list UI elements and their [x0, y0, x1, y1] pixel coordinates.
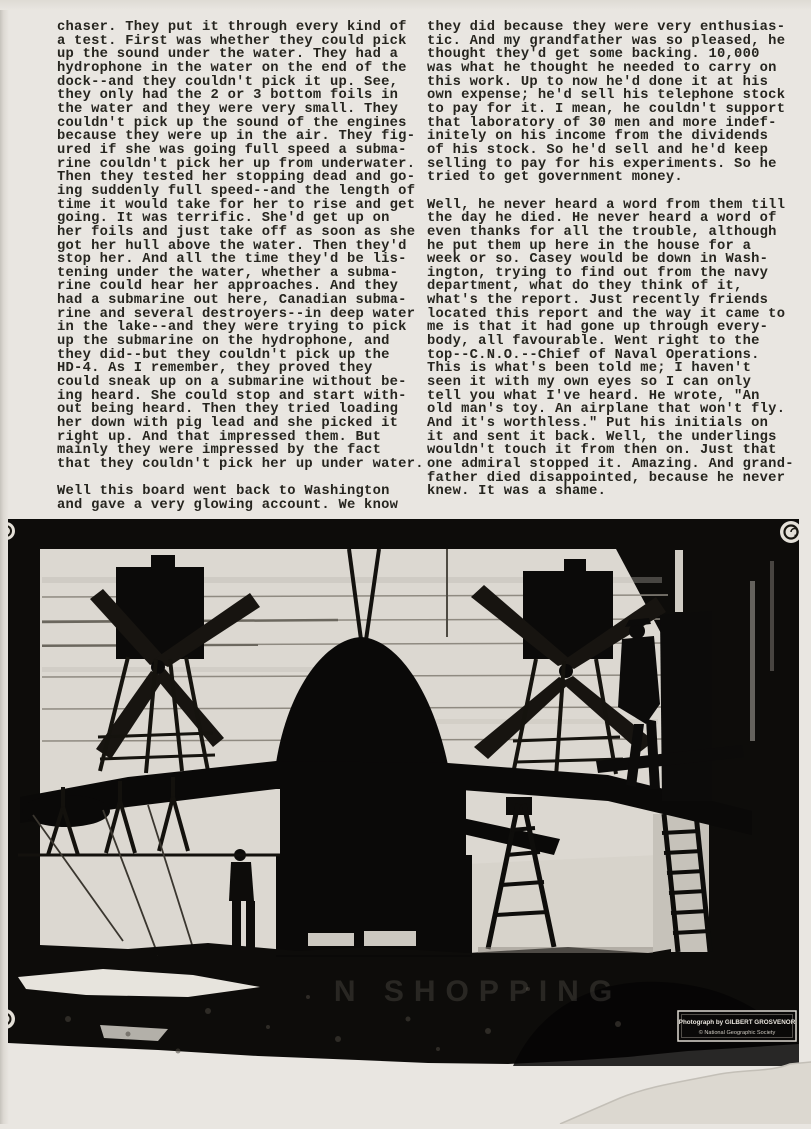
text-line: they did because they were very enthusias-	[427, 20, 786, 35]
text-line: what's the report. Just recently friends	[427, 293, 769, 309]
text-line: me is that it had gone up through every-	[427, 320, 769, 336]
text-line: had a submarine out here, Canadian subma-	[57, 293, 407, 309]
ghost-bleed-text: N SHOPPING	[333, 975, 623, 1008]
text-line: and gave a very glowing account. We know	[57, 497, 399, 513]
text-line: rine couldn't pick her up from underwater.	[57, 156, 416, 172]
text-line: ured if she was going full speed a subma-	[57, 142, 407, 158]
text-line: HD-4. As I remember, they proved they	[57, 361, 373, 377]
text-line: going. It was terrific. She'd get up on	[57, 211, 390, 227]
text-line: father died disappointed, because he never	[427, 470, 786, 486]
text-line: this work. Up to now he'd done it at his	[427, 74, 769, 90]
text-line: because they were up in the air. They fig-	[57, 129, 416, 145]
paper-crease	[420, 1060, 811, 1124]
text-line: dock--and they couldn't pick it up. See,	[57, 74, 399, 90]
text-line: body, all favourable. Went right to the	[427, 334, 760, 350]
text-line: mainly they were impressed by the fact	[57, 443, 382, 459]
text-line: seen it with my own eyes so I can only	[427, 375, 752, 391]
text-line: selling to pay for his experiments. So he	[427, 156, 777, 172]
text-line: week or so. Casey would be down in Wash-	[427, 252, 769, 268]
text-line: hydrophone in the water on the end of the	[57, 60, 407, 76]
text-line: thought they'd get some backing. 10,000	[427, 47, 760, 63]
text-line: rine could hear her approaches. And they	[57, 279, 399, 295]
text-line: tic. And my grandfather was so pleased, he	[427, 33, 786, 49]
text-line: up the submarine on the hydrophone, and	[57, 334, 390, 350]
text-line: ing heard. She could stop and start with-	[57, 388, 407, 404]
text-line: chaser. They put it through every kind of	[57, 20, 407, 35]
text-line: got her hull above the water. Then they'd	[57, 238, 407, 254]
text-line: the water and they were very small. They	[57, 101, 399, 117]
text-line: tell you what I've heard. He wrote, "An	[427, 388, 760, 404]
text-line: old man's toy. An airplane that won't fly.	[427, 402, 786, 418]
page-top-edge-shadow	[0, 0, 811, 10]
text-line: out being heard. Then they tried loading	[57, 402, 399, 418]
article-column-left	[57, 21, 424, 513]
text-line: time it would take for her to rise and get	[57, 197, 416, 213]
text-line: couldn't pick up the sound of the engines	[57, 115, 407, 131]
text-line: that they couldn't pick her up under water.	[57, 457, 424, 472]
text-line: stop her. And all the time they'd be lis-	[57, 252, 407, 268]
text-line: top--C.N.O.--Chief of Naval Operations.	[427, 347, 760, 363]
text-line: they only had the 2 or 3 bottom foils in	[57, 88, 399, 104]
text-line: of his stock. So he'd sell and he'd keep	[427, 142, 769, 158]
text-line: tening under the water, whether a subma-	[57, 265, 399, 281]
text-line: Then they tested her stopping dead and go-	[57, 170, 416, 186]
text-line: they did--but they couldn't pick up the	[57, 347, 390, 363]
photo-credit-line2: © National Geographic Society	[698, 1030, 776, 1036]
text-line: own expense; he'd sell his telephone stock	[427, 88, 786, 104]
text-line: tried to get government money.	[427, 170, 683, 186]
photo-credit-box	[678, 1011, 796, 1041]
text-line: wouldn't touch it from then on. Just that	[427, 443, 777, 459]
text-line: located this report and the way it came to	[427, 306, 786, 322]
text-line: ing suddenly full speed--and the length of	[57, 183, 416, 199]
text-line: This is what's been told me; I haven't	[427, 361, 752, 377]
text-line: the day he died. He never heard a word of	[427, 211, 777, 227]
article-column-right	[427, 21, 794, 499]
text-line: initely on his income from the dividends	[427, 129, 769, 145]
text-line: her down with pig lead and she picked it	[57, 416, 399, 432]
text-line: that laboratory of 30 men and more indef-	[427, 115, 777, 131]
photo-credit-line1: Photograph by GILBERT GROSVENOR	[678, 1019, 796, 1026]
text-line: rine and several destroyers--in deep water	[57, 306, 416, 322]
text-line: knew. It was a shame.	[427, 484, 607, 500]
text-line: Well, he never heard a word from them till	[427, 197, 786, 213]
text-line: ington, trying to find out from the navy	[427, 265, 769, 281]
text-line: to pay for it. I mean, he couldn't support	[427, 101, 786, 117]
text-line: in the lake--and they were trying to pick	[57, 320, 407, 336]
text-line: could sneak up on a submarine without be-	[57, 375, 407, 391]
text-line	[427, 185, 794, 199]
light-patch-right	[466, 855, 658, 952]
text-line: department, what do they think of it,	[427, 279, 743, 295]
text-line: right up. And that impressed them. But	[57, 429, 382, 445]
text-line: her foils and just take off as soon as she	[57, 224, 416, 240]
hd4-hangar-photograph	[8, 519, 799, 1066]
text-line: up the sound under the water. They had a	[57, 47, 399, 63]
text-line: he put them up here in the house for a	[427, 238, 752, 254]
text-line: Well this board went back to Washington	[57, 484, 390, 500]
text-line: one admiral stopped it. Amazing. And grand-	[427, 457, 794, 472]
text-line: was what he thought he needed to carry on	[427, 60, 777, 76]
text-line: it and sent it back. Well, the underlings	[427, 429, 777, 445]
text-line: And it's worthless." Put his initials on	[427, 416, 769, 432]
text-line: even thanks for all the trouble, although	[427, 224, 777, 240]
text-line: a test. First was whether they could pick	[57, 33, 407, 49]
